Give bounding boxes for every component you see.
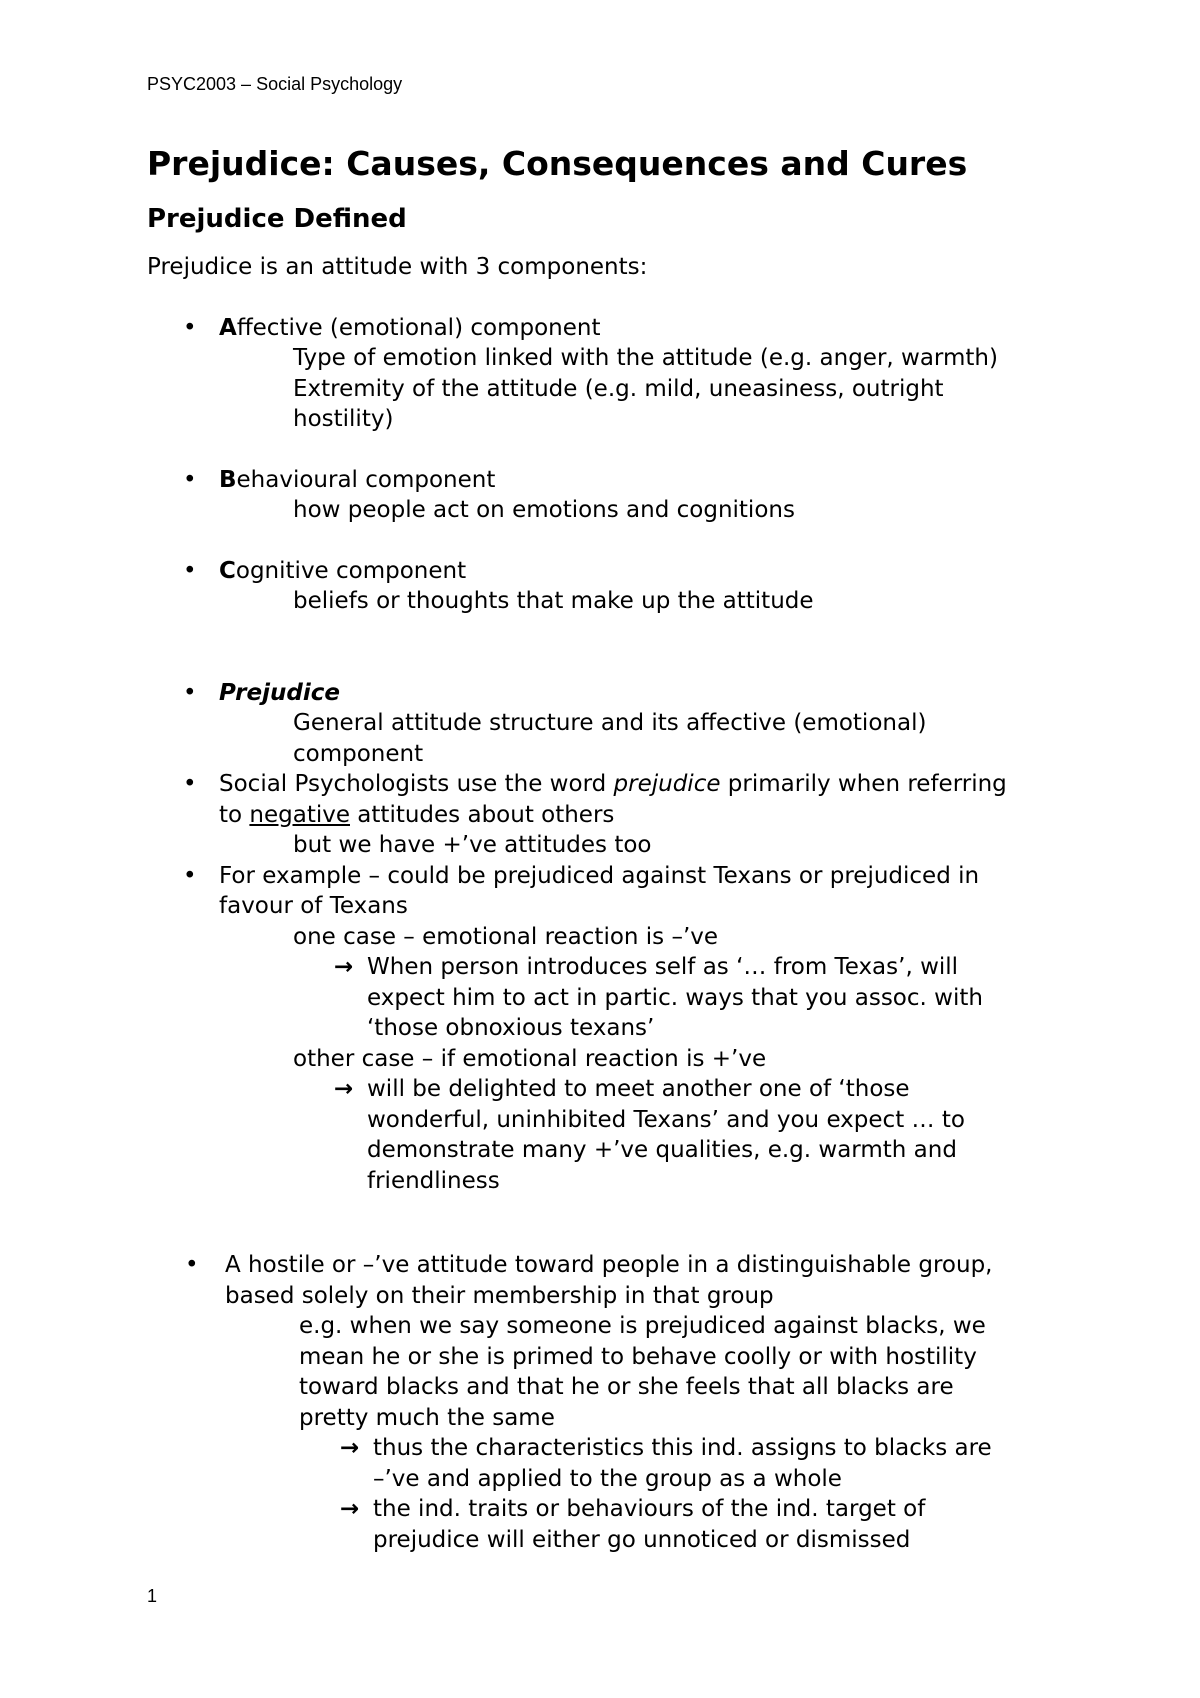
- arrow-item-cont: demonstrate many +’ve qualities, e.g. warmth and: [367, 1137, 957, 1163]
- arrow-item-cont: expect him to act in partic. ways that you assoc. with: [367, 984, 983, 1011]
- detail-line: Extremity of the attitude (e.g. mild, uneasiness, outright: [293, 375, 944, 402]
- example-bullet-cont: favour of Texans: [219, 893, 408, 919]
- component-behavioural: • Behavioural component: [147, 465, 1082, 496]
- detail-line: General attitude structure and its affective (emotional): [293, 710, 927, 736]
- page-title: Prejudice: Causes, Consequences and Cures: [147, 144, 968, 183]
- prejudice-heading: • Prejudice: [147, 678, 1082, 709]
- intro-text: Prejudice is an attitude with 3 components:: [147, 254, 648, 280]
- arrow-item: → will be delighted to meet another one of ‘those: [147, 1074, 1082, 1105]
- component-cognitive: • Cognitive component: [147, 556, 1082, 587]
- arrow-item-cont: –’ve and applied to the group as a whole: [373, 1465, 842, 1492]
- example-bullet: • For example – could be prejudiced against Texans or prejudiced in: [147, 861, 1082, 892]
- arrow-item-cont: prejudice will either go unnoticed or dismissed: [373, 1526, 911, 1553]
- case-line: one case – emotional reaction is –’ve: [293, 923, 719, 950]
- detail-line: beliefs or thoughts that make up the attitude: [293, 588, 814, 614]
- arrow-item-cont: friendliness: [367, 1167, 500, 1194]
- hostile-bullet-cont: based solely on their membership in that group: [225, 1282, 774, 1309]
- detail-line: toward blacks and that he or she feels that all blacks are: [299, 1374, 954, 1400]
- section-heading: Prejudice Defined: [147, 204, 407, 234]
- arrow-item-cont: ‘those obnoxious texans’: [367, 1015, 655, 1041]
- hostile-section: [147, 1250, 1082, 1555]
- detail-line: how people act on emotions and cognitions: [293, 497, 795, 523]
- arrow-item: → the ind. traits or behaviours of the ind. target of: [147, 1494, 1082, 1525]
- detail-line: Type of emotion linked with the attitude (e.g. anger, warmth): [293, 345, 998, 371]
- component-affective: • Affective (emotional) component: [147, 313, 1082, 344]
- arrow-item-cont: wonderful, uninhibited Texans’ and you expect … to: [367, 1106, 965, 1133]
- body-text: [147, 252, 1082, 1196]
- hostile-bullet: • A hostile or –’ve attitude toward people in a distinguishable group,: [147, 1250, 1082, 1281]
- detail-line: but we have +’ve attitudes too: [293, 832, 652, 858]
- social-psych-bullet: • Social Psychologists use the word prejudice primarily when referring: [147, 769, 1082, 800]
- detail-line: component: [293, 740, 424, 767]
- detail-line: hostility): [293, 406, 394, 432]
- page-header: PSYC2003 – Social Psychology: [147, 74, 403, 94]
- detail-line: e.g. when we say someone is prejudiced against blacks, we: [299, 1313, 986, 1339]
- arrow-item: → thus the characteristics this ind. assigns to blacks are: [147, 1433, 1082, 1464]
- page-number: 1: [147, 1586, 158, 1606]
- detail-line: pretty much the same: [299, 1404, 555, 1431]
- social-psych-bullet-cont: to negative attitudes about others: [219, 801, 615, 828]
- case-line: other case – if emotional reaction is +’ve: [293, 1045, 767, 1072]
- arrow-item: → When person introduces self as ‘… from Texas’, will: [147, 952, 1082, 983]
- detail-line: mean he or she is primed to behave coolly or with hostility: [299, 1343, 977, 1370]
